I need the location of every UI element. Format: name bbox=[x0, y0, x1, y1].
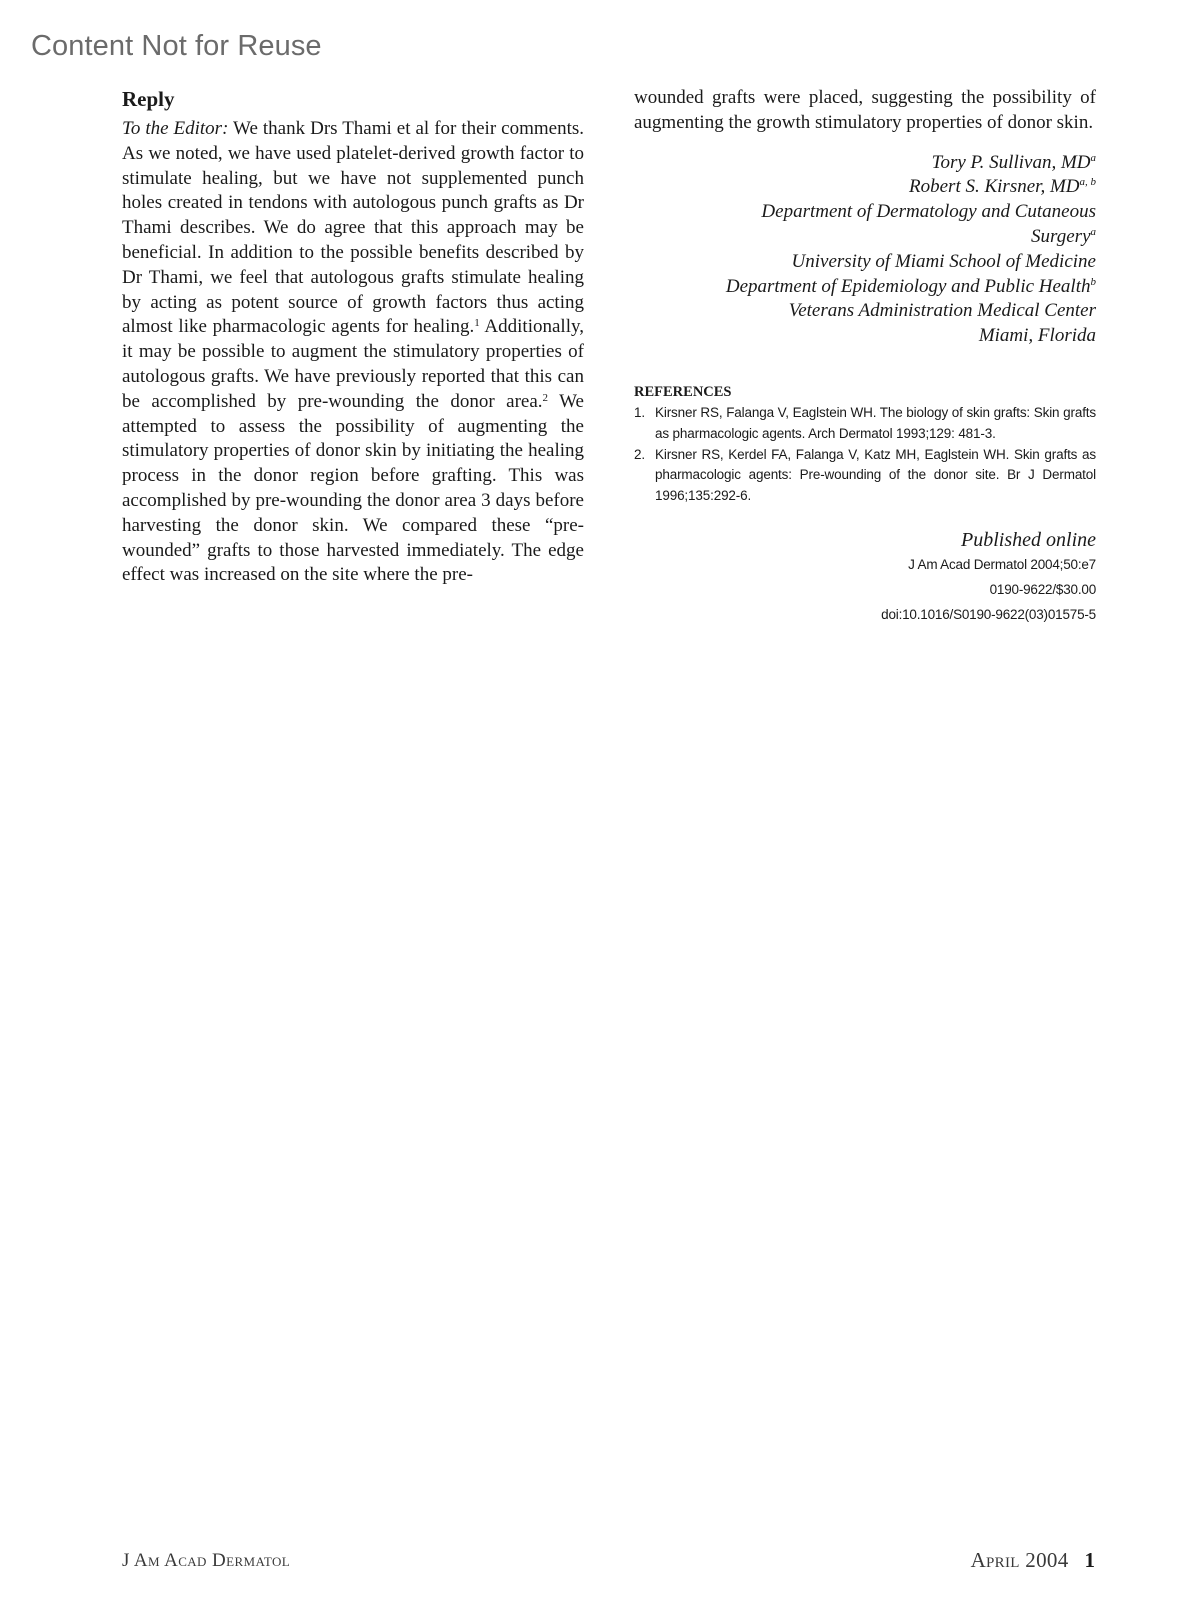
published-online: Published online bbox=[961, 528, 1096, 551]
article-continuation: wounded grafts were placed, suggesting the possibility of augmenting the growth stimulatory properties of donor skin. bbox=[634, 87, 1096, 133]
footer-journal: J Am Acad Dermatol bbox=[122, 1550, 291, 1571]
publication-info bbox=[634, 527, 1096, 627]
affiliation-3: Department of Epidemiology and Public Health$^b$ bbox=[725, 275, 1096, 297]
affiliation-4: Veterans Administration Medical Center bbox=[788, 300, 1096, 322]
reference-number: 2. bbox=[634, 446, 645, 462]
reference-text: Kirsner RS, Falanga V, Eaglstein WH. The biology of skin grafts: Skin grafts as pharmacologic agents. Arch Dermatol 1993;129: 481-3. bbox=[655, 404, 1096, 441]
citation-marker-1[interactable]: 1 bbox=[474, 317, 480, 330]
journal-citation: J Am Acad Dermatol 2004;50:e7 bbox=[908, 556, 1096, 572]
footer-date: April 2004 bbox=[970, 1548, 1069, 1572]
reference-item-2 bbox=[634, 445, 1096, 507]
references-section bbox=[634, 383, 1096, 507]
article-right-column bbox=[634, 86, 1096, 627]
author-2: Robert S. Kirsner, MD$^{a, b}$ bbox=[909, 176, 1096, 198]
price-code: 0190-9622/$30.00 bbox=[989, 581, 1096, 597]
footer-right bbox=[971, 1548, 1095, 1573]
reference-number: 1. bbox=[634, 404, 645, 420]
author-1: Tory P. Sullivan, $MD^a$ bbox=[931, 151, 1096, 173]
author-block bbox=[634, 151, 1096, 349]
body-text-part-1: We thank Drs Thami et al for their comments. As we noted, we have used platelet-derived growth factor to stimulate healing, but we have not supplemented punch holes created in tendons with autologous punch grafts as Dr Thami describes. We do agree that this approach may be beneficial. In addition to the possible benefits described by Dr Thami, we feel that autologous grafts stimulate healing by acting as potent source of growth factors thus acting almost like pharmacologic agents for healing. bbox=[122, 118, 584, 338]
doi-link[interactable]: doi:10.1016/S0190-9622(03)01575-5 bbox=[881, 606, 1096, 622]
affiliation-2: University of Miami School of Medicine bbox=[791, 250, 1096, 272]
reference-item-1 bbox=[634, 403, 1096, 445]
affiliation-1-cont: Surgery$^a$ bbox=[1031, 225, 1096, 247]
body-text-part-2: Additionally, it may be possible to augment the stimulatory properties of autologous grafts. We have previously reported that this can be accomplished by pre-wounding the donor area. bbox=[122, 316, 584, 412]
lead-in: To the Editor: bbox=[122, 118, 229, 139]
article-left-column bbox=[122, 86, 584, 588]
affiliation-1: Department of Dermatology and Cutaneous bbox=[761, 201, 1096, 223]
page-number: 1 bbox=[1084, 1548, 1095, 1572]
affiliation-5: Miami, Florida bbox=[978, 325, 1096, 347]
body-text-part-3: We attempted to assess the possibility of augmenting the stimulatory properties of donor skin by initiating the healing process in the donor region before grafting. This was accomplished by pre-wounding the donor area 3 days before harvesting the donor skin. We compared these “pre-wounded” grafts to those harvested immediately. The edge effect was increased on the site where the pre- bbox=[122, 390, 584, 586]
watermark: Content Not for Reuse bbox=[31, 30, 322, 62]
section-title: Reply bbox=[122, 87, 175, 111]
references-list bbox=[634, 403, 1096, 507]
references-heading: REFERENCES bbox=[634, 383, 732, 400]
reference-text: Kirsner RS, Kerdel FA, Falanga V, Katz MH, Eaglstein WH. Skin grafts as pharmacologic agents: Pre-wounding of the donor site. Br J Dermatol 1996;135:292-6. bbox=[655, 446, 1096, 504]
article-body bbox=[122, 117, 584, 588]
citation-marker-2[interactable]: 2 bbox=[542, 391, 549, 404]
